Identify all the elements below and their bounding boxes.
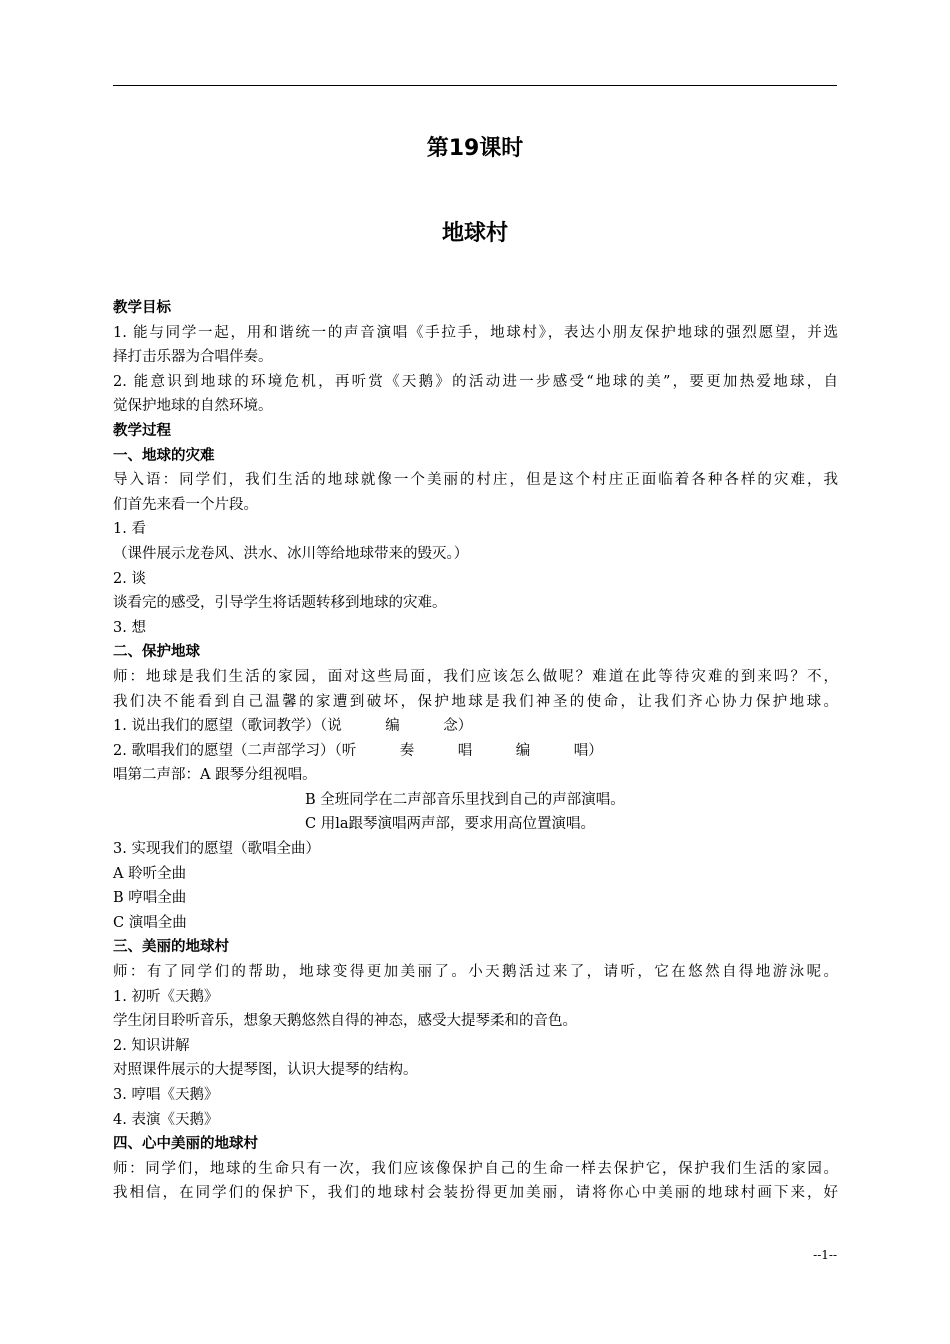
- text-line: 2. 能意识到地球的环境危机，再听赏《天鹅》的活动进一步感受“地球的美”，要更加热爱地球，自: [113, 373, 838, 390]
- lesson-subtitle: 地球村: [441, 221, 508, 246]
- text-line: 择打击乐器为合唱伴奏。: [113, 349, 273, 366]
- text-line: 我相信，在同学们的保护下，我们的地球村会装扮得更加美丽，请将你心中美丽的地球村画下来，好: [113, 1185, 838, 1202]
- text-line: 1. 能与同学一起，用和谐统一的声音演唱《手拉手，地球村》，表达小朋友保护地球的强烈愿望，并选: [113, 324, 838, 341]
- text-line: A 聆听全曲: [113, 865, 187, 882]
- text-line: 师：有了同学们的帮助，地球变得更加美丽了。小天鹅活过来了，请听，它在悠然自得地游泳呢。: [113, 964, 838, 981]
- document-body: [113, 296, 838, 1206]
- text-line: 师：同学们，地球的生命只有一次，我们应该像保护自己的生命一样去保护它，保护我们生活的家园。: [113, 1160, 838, 1177]
- text-line: 2. 歌唱我们的愿望（二声部学习）（听 奏 唱 编 唱）: [113, 742, 603, 759]
- text-line: 导入语：同学们，我们生活的地球就像一个美丽的村庄，但是这个村庄正面临着各种各样的灾难，我: [113, 472, 838, 489]
- text-line: 唱第二声部：A 跟琴分组视唱。: [113, 767, 317, 784]
- text-line: 师：地球是我们生活的家园，面对这些局面，我们应该怎么做呢？难道在此等待灾难的到来吗？不，: [113, 668, 838, 685]
- page-number: --1--: [813, 1248, 837, 1262]
- section-heading: 一、地球的灾难: [113, 447, 215, 464]
- text-line: 1. 初听《天鹅》: [113, 988, 219, 1005]
- text-line: 3. 哼唱《天鹅》: [113, 1087, 219, 1103]
- section-heading: 二、保护地球: [113, 644, 200, 661]
- section-heading: 三、美丽的地球村: [113, 939, 229, 956]
- text-line: 4. 表演《天鹅》: [113, 1111, 219, 1128]
- text-line: 觉保护地球的自然环境。: [113, 398, 273, 415]
- text-line: 我们决不能看到自己温馨的家遭到破坏，保护地球是我们神圣的使命，让我们齐心协力保护地球。: [113, 693, 838, 710]
- text-line: 2. 知识讲解: [113, 1037, 190, 1054]
- text-line: 1. 看: [113, 521, 146, 538]
- text-line: 3. 想: [113, 619, 146, 636]
- text-line: 3. 实现我们的愿望（歌唱全曲）: [113, 841, 320, 858]
- text-line: 1. 说出我们的愿望（歌词教学）（说 编 念）: [113, 718, 473, 735]
- text-line: C 演唱全曲: [113, 914, 187, 931]
- text-line: C 用la跟琴演唱两声部，要求用高位置演唱。: [305, 816, 595, 833]
- text-line: （课件展示龙卷风、洪水、冰川等给地球带来的毁灭。）: [113, 545, 469, 562]
- section-heading: 四、心中美丽的地球村: [113, 1136, 258, 1153]
- text-line: 学生闭目聆听音乐，想象天鹅悠然自得的神态，感受大提琴柔和的音色。: [113, 1013, 577, 1030]
- text-line: 们首先来看一个片段。: [113, 496, 258, 513]
- text-line: 2. 谈: [113, 570, 146, 587]
- section-heading: 教学目标: [113, 300, 171, 316]
- header-rule: [113, 85, 837, 86]
- text-line: B 全班同学在二声部音乐里找到自己的声部演唱。: [305, 791, 625, 808]
- section-heading: 教学过程: [113, 422, 171, 439]
- text-line: B 哼唱全曲: [113, 890, 187, 907]
- text-line: 谈看完的感受，引导学生将话题转移到地球的灾难。: [113, 595, 447, 612]
- lesson-title: 第19课时: [426, 136, 524, 161]
- text-line: 对照课件展示的大提琴图，认识大提琴的结构。: [113, 1062, 418, 1079]
